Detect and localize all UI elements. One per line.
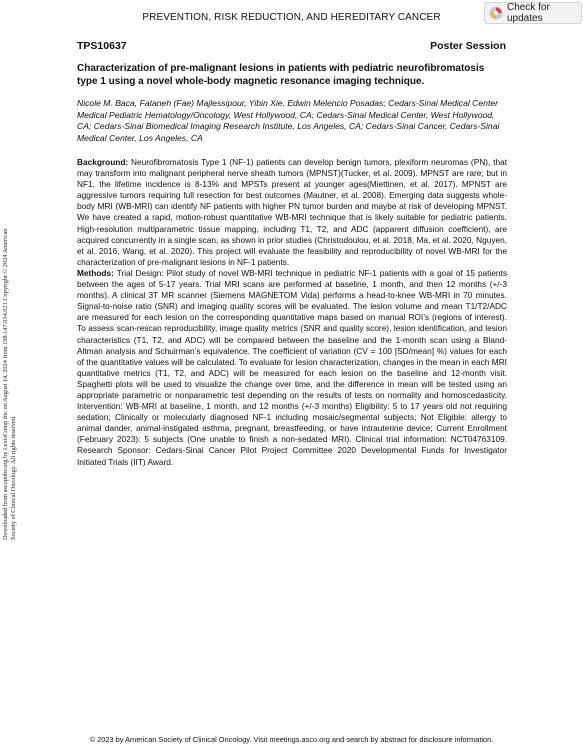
- abstract-title: Characterization of pre-malignant lesions in patients with pediatric neurofibromatosis type 1 using a novel whole-body magnetic resonance imaging technique.: [77, 63, 485, 87]
- abstract-body: [77, 157, 507, 468]
- check-for-updates-button[interactable]: [484, 2, 582, 24]
- author-list: Nicole M. Baca, Fataneh (Fae) Majlessipour, Yibin Xie, Edwin Melencio Posadas; Cedars-Sinai Medical Center Medical Pediatric Hematology/Oncology, West Hollywood, CA; Cedars-Sinai Medical Center, West Hollywood, CA; Cedars-Sinai Biomedical Imaging Research Institute, Los Angeles, CA; Cedars-Sinai Cancer, Cedars-Sinai Medical Center, Los Angeles, CA: [77, 98, 500, 144]
- background-text: Neurofibromatosis Type 1 (NF-1) patients can develop benign tumors, plexiform neuromas (PN), that may transform into malignant peripheral nerve sheath tumors (MPNST)(Tucker, et al. 2009). MPNST are rare; but in NF1, the lifetime incidence is 8-13% and MPSTs present at younger ages(Miettinen, et al. 2017). MPNST are aggressive tumors requiring full resection for best outcomes (Mautner, et al. 2008). Emerging data suggests whole-body MRI (WB-MRI) can identify NF patients with higher PN tumor burden and maybe at risk of developing MPNST. We have created a rapid, motion-robust quantitative WB-MRI technique that is likely suitable for pediatric patients. High-resolution multiparametric tissue mapping, including T1, T2, and ADC (apparent diffusion coefficient), are acquired concurrently in a single scan, as shown in prior studies (Christodoulou, et al. 2018, Ma, et al. 2020, Nguyen, et al. 2016, Wang, et al. 2020). This project will evaluate the feasibility and reproducibility of novel WB-MRI for the characterization of pre-malignant lesions in NF-1 patients.: [77, 157, 507, 267]
- crossmark-icon: [489, 6, 503, 20]
- footer-copyright: © 2023 by American Society of Clinical Oncology. Visit meetings.asco.org and search by abstract for disclosure information.: [89, 735, 494, 744]
- methods-text: Trial Design: Pilot study of novel WB-MRI technique in pediatric NF-1 patients with a goal of 15 patients between the ages of 5-17 years. Trial MRI scans are performed at baseline, 1 month, and then 12 months (+/-3 months). A clinical 3T MR scanner (Siemens MAGNETOM Vida) performs a head-to-knee WB-MRI in 70 minutes. Signal-to-noise ratio (SNR) and imaging quality scores will be evaluated. The lesion volume and mean T1/T2/ADC are measured for each lesion on the corresponding quantitative maps based on manual ROI’s (regions of interest). To assess scan-rescan reproducibility, image quality metrics (SNR and quality score), lesion identification, and lesion characteristics (T1, T2, and ADC) will be compared between the baseline and the 1-month scan using a Bland-Altman analysis and Schuirman’s equivalence. The coefficient of variation (CV = 100 [SD/mean] %) values for each of the quantitative values will be calculated. To evaluate for lesion characterization, changes in the mean in each MRI quantitative metrics (T1, T2, and ADC) will be measured for each lesion on the baseline and 12-month visit. Spaghetti plots will be used to visualize the change over time, and the difference in mean will be tested using an appropriate parametric or nonparametric test depending on the results of tests on normality and homoscedasticity. Intervention: WB-MRI at baseline, 1 month, and 12 months (+/-3 months) Eligibility: 5 to 17 years old not requiring sedation; Clinically or molecularly diagnosed NF-1 including mosaic/segmental subjects; Not Eligible: allergy to animal dander, animal-instigated asthma, pregnant, breastfeeding, or have intrauterine device; Current Enrollment (February 2023): 5 subjects (One unable to finish a non-sedated MRI). Clinical trial information: NCT04763109. Research Sponsor: Cedars-Sinai Cancer Pilot Project Committee 2020 Developmental Funds for Investigator Initiated Trials (IIT) Award.: [77, 267, 507, 467]
- session-type: Poster Session: [430, 40, 506, 52]
- section-header: PREVENTION, RISK REDUCTION, AND HEREDITARY CANCER: [142, 12, 441, 23]
- abstract-id: TPS10637: [77, 40, 127, 52]
- background-label: Background:: [77, 157, 129, 167]
- methods-label: Methods:: [77, 267, 114, 278]
- check-for-updates-label: Check for updates: [507, 2, 550, 24]
- download-copyright-note: Downloaded from ascopubs.org by LexisComp Inc on August 14, 2024 from 198.147.034.021 Copyright © 2024 American Society of Clinical Oncology. All rights reserved.: [2, 228, 17, 540]
